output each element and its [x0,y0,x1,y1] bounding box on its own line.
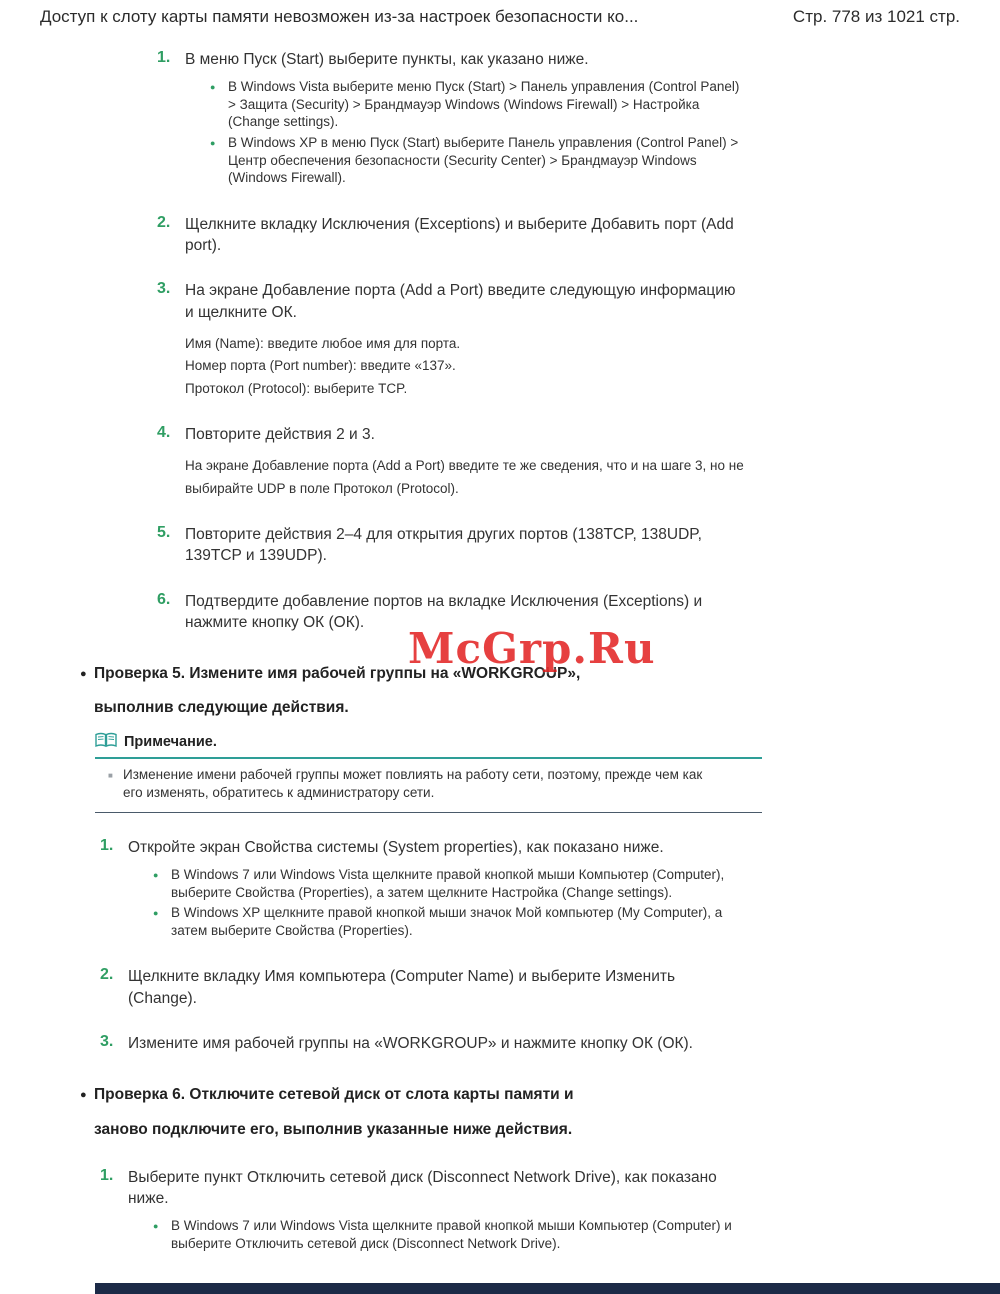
step-text: На экране Добавление порта (Add a Port) введите следующую информацию и щелкните ОК. [185,282,736,321]
step-number: 1. [100,1166,114,1184]
list-item [153,866,749,901]
bullet-icon: ● [80,1089,87,1102]
step-text: Откройте экран Свойства системы (System properties), как показано ниже. [128,838,664,856]
step-number: 2. [157,213,171,231]
footer-bar [95,1283,1000,1294]
site-watermark: McGrp.Ru [408,624,656,673]
detail-line: Имя (Name): введите любое имя для порта. [185,336,461,352]
step-text: В меню Пуск (Start) выберите пункты, как указано ниже. [185,51,589,68]
step-body [128,1033,693,1054]
page-number: Стр. 778 из 1021 стр. [792,7,960,26]
step-2 [100,966,1000,1009]
bullet-text: В Windows Vista выберите меню Пуск (Start) > Панель управления (Control Panel) > Защита (Security) > Брандмауэр Windows (Windows Firewall) > Настройка (Change settings). [228,79,740,130]
sub-bullet-list [185,78,740,186]
step-number: 2. [100,966,114,984]
steps-group-3 [0,1167,1000,1256]
step-3 [100,1033,1000,1054]
detail-line: Номер порта (Port number): введите «137». [185,358,456,374]
note-book-icon [95,732,117,752]
step-1 [100,1167,1000,1256]
step-text: Повторите действия 2 и 3. [185,425,375,443]
bullet-icon: ● [80,668,87,681]
step-body [185,591,740,634]
step-6 [157,591,1000,634]
step-5 [157,524,1000,567]
sub-bullet-list [128,1217,749,1252]
step-text: Щелкните вкладку Имя компьютера (Computer Name) и выберите Изменить (Change). [128,968,676,1007]
step-body [128,837,749,943]
checkpoint-line: Проверка 5. Измените имя рабочей группы на «WORKGROUP», [94,665,581,683]
page-header [0,0,1000,27]
checkpoint-line: заново подключите его, выполнив указанные ниже действия. [94,1120,573,1138]
step-body [185,424,750,500]
sub-bullet-list [128,866,749,939]
checkpoint-6-heading [0,1078,1000,1146]
bullet-text: В Windows 7 или Windows Vista щелкните правой кнопкой мыши Компьютер (Computer) и выберите Отключить сетевой диск (Disconnect Network Drive). [171,1218,732,1251]
step-details [185,455,750,500]
step-body [185,49,740,190]
step-1 [157,49,1000,190]
bullet-icon: ● [210,82,216,93]
bullet-text: В Windows XP щелкните правой кнопкой мыши значок Мой компьютер (My Computer), а затем выберите Свойства (Properties). [171,905,723,938]
bullet-text: В Windows XP в меню Пуск (Start) выберите Панель управления (Control Panel) > Центр обеспечения безопасности (Security Center) > Брандмауэр Windows (Windows Firewall). [228,135,739,186]
page-title: Доступ к слоту карты памяти невозможен из-за настроек безопасности ко... [40,7,639,26]
step-body [128,966,738,1009]
step-body [185,280,740,400]
list-item [153,904,749,939]
detail-line: На экране Добавление порта (Add a Port) введите те же сведения, что и на шаге 3, но не выбирайте UDP в поле Протокол (Protocol). [185,458,744,496]
step-details [185,333,740,400]
square-bullet-icon: ■ [108,770,113,780]
detail-line: Протокол (Protocol): выберите TCP. [185,380,408,396]
note-body [95,759,762,813]
note-header [95,732,762,759]
list-item [153,1217,749,1252]
step-number: 1. [100,836,114,854]
note-title: Примечание. [124,733,217,750]
checkpoint-line: Проверка 6. Отключите сетевой диск от слота карты памяти и [94,1086,574,1104]
step-number: 4. [157,423,171,441]
bullet-text: В Windows 7 или Windows Vista щелкните правой кнопкой мыши Компьютер (Computer), выберите Свойства (Properties), а затем щелкните Настройка (Change settings). [171,867,725,900]
list-item [210,134,740,187]
checkpoint-text [94,1078,574,1146]
checkpoint-text [94,657,580,725]
steps-group-1 [0,49,1000,633]
step-number: 3. [157,280,171,298]
checkpoint-5-heading [0,657,1000,725]
step-text: Щелкните вкладку Исключения (Exceptions) и выберите Добавить порт (Add port). [185,215,734,255]
step-body [185,524,740,567]
step-text: Повторите действия 2–4 для открытия других портов (138TCP, 138UDP, 139TCP и 139UDP). [185,525,702,565]
steps-group-2 [0,837,1000,1055]
step-3 [157,280,1000,400]
step-number: 6. [157,590,171,608]
step-4 [157,424,1000,500]
step-number: 5. [157,523,171,541]
step-number: 1. [157,49,171,66]
step-number: 3. [100,1033,114,1051]
step-body [185,214,740,257]
bullet-icon: ● [210,138,216,149]
step-2 [157,214,1000,257]
bullet-icon: ● [153,908,159,919]
list-item [210,78,740,131]
bullet-icon: ● [153,870,159,881]
step-text: Выберите пункт Отключить сетевой диск (Disconnect Network Drive), как показано ниже. [128,1168,717,1208]
step-1 [100,837,1000,943]
step-text: Подтвердите добавление портов на вкладке Исключения (Exceptions) и нажмите кнопку ОК (ОК). [185,592,703,631]
step-body [128,1167,749,1256]
step-text: Измените имя рабочей группы на «WORKGROUP» и нажмите кнопку ОК (ОК). [128,1035,693,1053]
note-text: Изменение имени рабочей группы может повлиять на работу сети, поэтому, прежде чем как его изменять, обратитесь к администратору сети. [123,766,703,801]
checkpoint-line: выполнив следующие действия. [94,699,349,717]
note-block [95,732,762,813]
bullet-icon: ● [153,1221,159,1232]
